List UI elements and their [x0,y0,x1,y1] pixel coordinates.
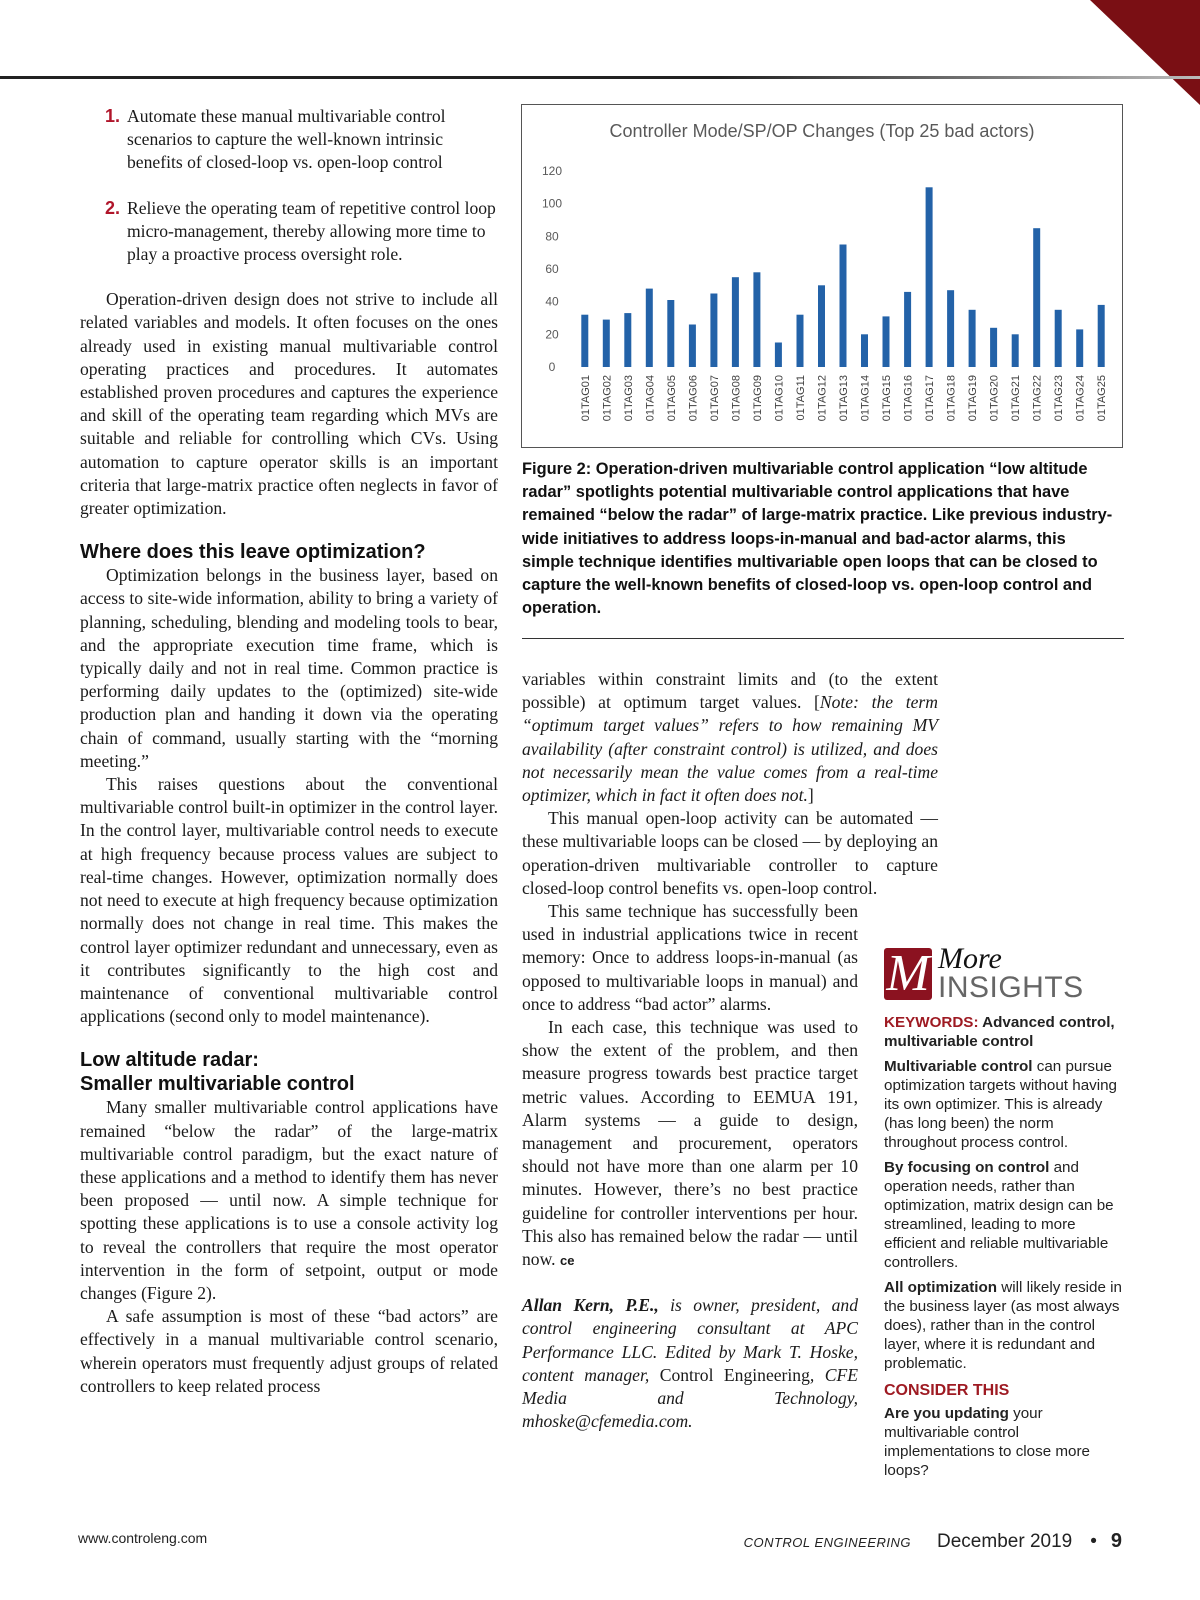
body-paragraph: Operation-driven design does not strive to include all related variables and models. It often focuses on the ones already used in existing manual multivariable control operating practices and procedures. It automates established proven procedures and captures the experience and skill of the operating team regarding which MVs are suitable and reliable for controlling which CVs. Using automation to capture operator skills is an important criteria that large-matrix practice often neglects in favor of greater optimization. [80,289,498,519]
x-tick-label: 01TAG17 [924,375,937,422]
y-tick-label: 40 [545,294,559,309]
keywords-text: Advanced control, multivariable control [884,1014,1115,1050]
author-role: is owner, president, and control engineering consultant at APC Performance LLC. Edited by Mark T. Hoske, content manager, [522,1295,859,1385]
x-tick-label: 01TAG19 [967,375,980,422]
insight-text: will likely reside in the business layer (as most always does), rather than in the control layer, where it is redundant and problematic. [884,1279,1122,1372]
section-heading: Where does this leave optimization? [80,541,426,564]
magazine-name: Control Engineering [659,1364,810,1385]
x-tick-label: 01TAG01 [579,375,592,422]
consider-text: your multivariable control implementations to close more loops? [884,1405,1090,1479]
x-tick-label: 01TAG21 [1010,375,1023,422]
more-insights-logo [884,942,1126,1004]
middle-column [522,668,938,1434]
bar-chart [522,105,1122,447]
bar [969,310,976,367]
keywords [884,1013,1126,1051]
numbered-item [105,105,498,175]
keywords-label: KEYWORDS: [884,1014,979,1031]
author-contact: , CFE Media and Technology, mhoske@cfemedia.com. [522,1364,858,1432]
logo-m-badge: M [884,948,932,1000]
text-run: In each case, this technique was used to show the extent of the problem, and then measure progress towards best practice target metric values. According to EEMUA 191, Alarm systems — a guide to design, management and procurement, operators should not have more than one alarm per 10 minutes. However, there’s no best practice guideline for controller interventions per hour. This also has remained below the radar — until now. [522,1017,858,1270]
x-tick-label: 01TAG13 [838,375,850,422]
x-tick-label: 01TAG20 [988,374,1001,422]
bar [581,315,588,367]
item-text: Relieve the operating team of repetitive control loop micro-management, thereby allowing more time to play a proactive process oversight role. [127,197,496,265]
note-text: Note: the term “optimum target values” refers to how remaining MV availability (after constraint control) is utilized, and does not necessarily mean the value comes from a real-time optimizer, which in fact it often does not. [522,692,938,806]
x-tick-label: 01TAG24 [1074,375,1087,422]
insight-item [884,1057,1126,1152]
consider-lead: Are you updating [884,1405,1009,1422]
insight-text: and operation needs, rather than optimization, matrix design can be streamlined, leading to more efficient and reliable multivariable controllers. [884,1159,1114,1271]
x-tick-label: 01TAG12 [816,375,829,422]
bar [689,325,696,368]
bar [1012,334,1019,367]
bar [990,328,997,367]
bar [667,300,674,367]
bar [818,285,825,367]
x-tick-label: 01TAG04 [644,375,657,422]
body-paragraph: This raises questions about the conventional multivariable control built-in optimizer in the control layer. In the control layer, multivariable control needs to execute at high frequency because process values are subject to real-time changes. However, optimization normally does not need to execute at high frequency because optimization normally does not change in real time. This makes the control layer optimizer redundant and unnecessary, even as it contributes significantly to the high cost and maintenance of conventional multivariable control applications (second only to model maintenance). [80,774,498,1027]
x-tick-label: 01TAG08 [730,375,743,422]
author-name: Allan Kern, P.E., [522,1295,659,1316]
x-tick-label: 01TAG18 [945,375,958,422]
y-tick-label: 120 [541,164,563,178]
body-paragraph [522,668,938,807]
x-tick-label: 01TAG05 [665,375,678,422]
bar [1055,310,1062,367]
bar [710,294,717,368]
text-run: variables within constraint limits and (to the extent possible) at optimum target values. [ [522,669,938,713]
item-number: 1. [105,106,121,126]
bar [1076,329,1083,367]
footer-magazine: CONTROL ENGINEERING [743,1535,912,1550]
body-paragraph: This manual open-loop activity can be automated — these multivariable loops can be closed — by deploying an operation-driven multivariable controller to capture closed-loop control benefits vs. open-loop control. [522,808,938,898]
section-heading [80,1048,498,1096]
bar [926,187,933,367]
y-tick-label: 80 [545,229,559,244]
bar [947,290,954,367]
y-tick-label: 0 [548,360,556,374]
bar [603,320,610,367]
figure-caption: Figure 2: Operation-driven multivariable control application “low altitude radar” spotlights potential multivariable control applications that have remained “below the radar” of large-matrix practice. Like previous industry-wide initiatives to address loops-in-manual and bad-actor alarms, this simple technique identifies multivariable open loops that can be closed to capture the well-known benefits of closed-loop vs. open-loop control and operation. [522,460,1113,618]
bar [775,343,782,368]
insight-item [884,1158,1126,1272]
left-column [80,105,498,1398]
body-paragraph [522,1016,858,1272]
insight-lead: By focusing on control [884,1159,1050,1176]
bar [1033,228,1040,367]
x-tick-label: 01TAG10 [773,375,786,422]
caption-divider [522,638,1124,639]
bar [732,277,739,367]
x-tick-label: 01TAG16 [902,375,915,422]
bar [753,272,760,367]
x-tick-label: 01TAG02 [601,375,614,422]
consider-question [884,1404,1126,1480]
body-paragraph: A safe assumption is most of these “bad actors” are effectively in a manual multivariable control scenario, wherein operators must frequently adjust groups of related controllers to keep related process [80,1306,498,1396]
logo-more: More [938,942,1002,975]
body-paragraph: Many smaller multivariable control applications have remained “below the radar” of the large-matrix multivariable control paradigm, but the exact nature of these applications and a method to identify them has never been proposed — until now. A simple technique for spotting these applications is to use a console activity log to reveal the controllers that require the most operator intervention in the form of setpoint, output or mode changes (Figure 2). [80,1097,498,1303]
bar [1098,305,1105,367]
bar [883,316,890,367]
consider-this-label: CONSIDER THIS [884,1382,1010,1399]
page-number: 9 [1110,1530,1122,1552]
x-tick-label: 01TAG09 [751,375,764,422]
x-tick-label: 01TAG14 [859,375,872,422]
header-rule [0,76,1200,79]
text-run: ] [807,785,814,806]
footer-folio [726,1530,1122,1553]
body-paragraph: This same technique has successfully been used in industrial applications twice in recent memory: Once to address loops-in-manual (as opposed to multivariable loops in manual) and once to address “bad actor” alarms. [522,901,858,1014]
x-tick-label: 01TAG07 [708,375,721,422]
x-tick-label: 01TAG06 [687,375,700,422]
author-byline [522,1294,858,1433]
x-tick-label: 01TAG15 [881,375,893,422]
chart-title: Controller Mode/SP/OP Changes (Top 25 bad actors) [609,121,1035,141]
x-tick-label: 01TAG03 [622,375,635,422]
footer-date: December 2019 [937,1531,1073,1552]
bar [646,289,653,367]
heading-line: Smaller multivariable control [80,1073,355,1096]
insight-lead: All optimization [884,1279,998,1296]
more-insights-sidebar [884,942,1126,1486]
y-tick-label: 60 [545,262,559,276]
bar [840,245,847,368]
x-tick-label: 01TAG22 [1031,375,1044,422]
y-tick-label: 20 [545,327,559,342]
y-tick-label: 100 [541,196,563,211]
item-text: Automate these manual multivariable control scenarios to capture the well-known intrinsic benefits of closed-loop vs. open-loop control [127,106,446,173]
footer-bullet: • [1090,1531,1097,1552]
footer-url[interactable]: www.controleng.com [78,1530,208,1546]
figure-2-chart [521,104,1123,448]
item-number: 2. [105,197,121,218]
x-tick-label: 01TAG11 [795,375,807,421]
bar [861,334,868,367]
corner-accent [1090,0,1200,105]
bar [797,315,804,367]
insight-item [884,1278,1126,1373]
insight-lead: Multivariable control [884,1058,1033,1075]
x-tick-label: 01TAG25 [1096,375,1109,422]
heading-line: Low altitude radar: [80,1049,259,1072]
bar [904,292,911,367]
insight-text: can pursue optimization targets without having its own optimizer. This is already (has long been) the norm throughout process control. [884,1058,1118,1151]
logo-insights: INSIGHTS [938,971,1084,1004]
bar [624,313,631,367]
numbered-item [105,197,498,267]
x-tick-label: 01TAG23 [1053,375,1066,422]
body-paragraph: Optimization belongs in the business layer, based on access to site-wide information, ability to bring a variety of planning, scheduling, blending and modeling tools to bear, and the appropriate execution time frame, which is typically daily and not in real time. Common practice is performing daily updates to the (optimized) site-wide production plan and handing it down via the operating chain of command, usually starting with the “morning meeting.” [80,565,498,771]
end-mark: ce [559,1253,575,1269]
